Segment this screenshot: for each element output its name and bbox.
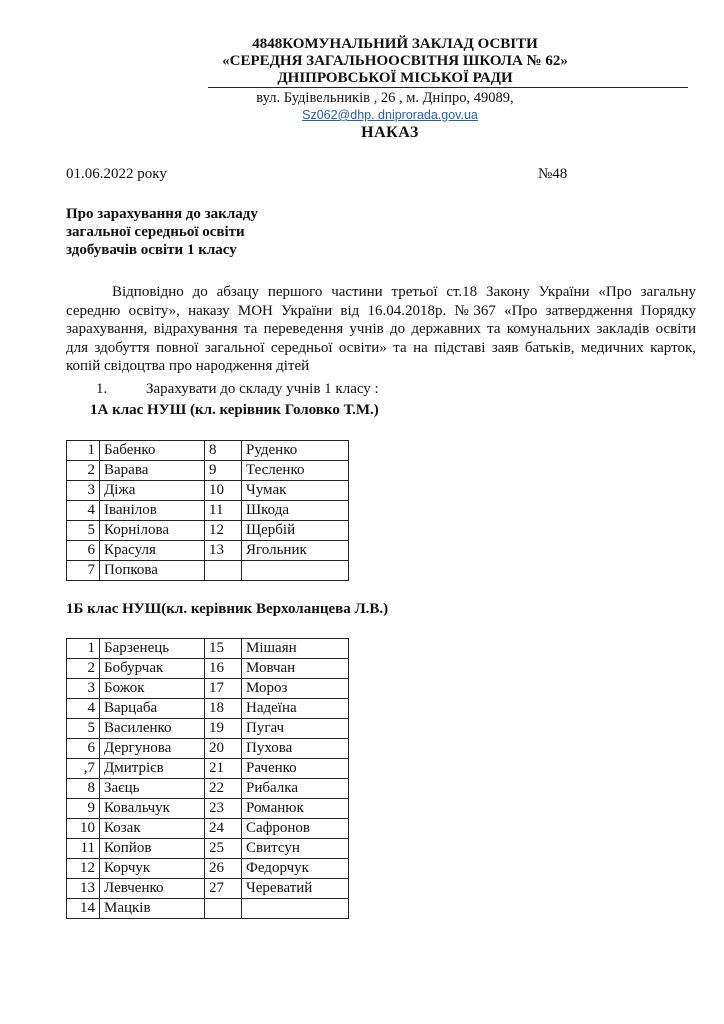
table-row: [67, 679, 349, 699]
class-a-title: 1А клас НУШ (кл. керівник Головко Т.М.): [90, 402, 379, 418]
student-name-left: Попкова: [100, 561, 205, 581]
row-number-left: 12: [67, 859, 100, 879]
order-number: №48: [538, 166, 568, 182]
table-row: [67, 639, 349, 659]
student-name-right: Шкода: [242, 501, 349, 521]
student-name-right: Череватий: [242, 879, 349, 899]
row-number-right: 11: [205, 501, 242, 521]
student-name-left: Мацків: [100, 899, 205, 919]
table-row: [67, 521, 349, 541]
table-row: [67, 659, 349, 679]
row-number-right: 25: [205, 839, 242, 859]
student-name-left: Діжа: [100, 481, 205, 501]
row-number-left: 11: [67, 839, 100, 859]
enroll-item: [96, 381, 379, 398]
student-name-left: Козак: [100, 819, 205, 839]
student-name-right: Руденко: [242, 441, 349, 461]
student-name-left: Бабенко: [100, 441, 205, 461]
row-number-right: 23: [205, 799, 242, 819]
row-number-left: 13: [67, 879, 100, 899]
student-name-left: Левченко: [100, 879, 205, 899]
student-name-right: Мовчан: [242, 659, 349, 679]
student-name-left: Василенко: [100, 719, 205, 739]
row-number-left: 9: [67, 799, 100, 819]
table-row: [67, 899, 349, 919]
row-number-right: 21: [205, 759, 242, 779]
student-name-right: Сафронов: [242, 819, 349, 839]
row-number-right: 22: [205, 779, 242, 799]
school-email-link[interactable]: Sz062@dhp. dniprorada.gov.ua: [302, 108, 478, 122]
table-row: [67, 859, 349, 879]
row-number-right: 17: [205, 679, 242, 699]
student-name-right: [242, 561, 349, 581]
student-name-left: Божок: [100, 679, 205, 699]
student-name-left: Корнілова: [100, 521, 205, 541]
class-b-roster-table: [66, 638, 349, 919]
enroll-item-number: 1.: [96, 381, 108, 397]
header-divider: [208, 87, 688, 88]
row-number-right: 9: [205, 461, 242, 481]
row-number-left: 8: [67, 779, 100, 799]
subject-line2: загальної середньої освіти: [66, 224, 245, 240]
table-row: [67, 779, 349, 799]
row-number-right: 10: [205, 481, 242, 501]
row-number-right: [205, 899, 242, 919]
row-number-right: 19: [205, 719, 242, 739]
student-name-right: Раченко: [242, 759, 349, 779]
row-number-right: 24: [205, 819, 242, 839]
order-date: 01.06.2022 року: [66, 166, 167, 182]
student-name-right: Рибалка: [242, 779, 349, 799]
student-name-right: Пугач: [242, 719, 349, 739]
row-number-left: 5: [67, 719, 100, 739]
student-name-left: Дмитрієв: [100, 759, 205, 779]
subject-line1: Про зарахування до закладу: [66, 206, 258, 222]
table-row: [67, 839, 349, 859]
table-row: [67, 699, 349, 719]
order-body-paragraph: [66, 283, 696, 376]
table-row: [67, 501, 349, 521]
row-number-left: 5: [67, 521, 100, 541]
order-body-text: Відповідно до абзацу першого частини третьої ст.18 Закону України «Про загальну середню освіту», наказу МОН України від 16.04.2018р. №367 «Про затвердження Порядку зарахування, відрахування та переведення учнів до державних та комунальних закладів освіти для здобуття повної загальної середньої освіти» та на підставі заяв батьків, медичних карток, копій свідоцтва про народження дітей: [66, 284, 696, 375]
row-number-right: 15: [205, 639, 242, 659]
row-number-left: ,7: [67, 759, 100, 779]
student-name-left: Бобурчак: [100, 659, 205, 679]
student-name-left: Варцаба: [100, 699, 205, 719]
student-name-right: Мішаян: [242, 639, 349, 659]
row-number-left: 1: [67, 639, 100, 659]
student-name-left: Заєць: [100, 779, 205, 799]
student-name-right: Свитсун: [242, 839, 349, 859]
row-number-right: [205, 561, 242, 581]
order-subject: [66, 205, 258, 259]
table-row: [67, 739, 349, 759]
student-name-left: Варава: [100, 461, 205, 481]
school-name-line3: ДНІПРОВСЬКОЇ МІСЬКОЇ РАДИ: [277, 70, 513, 86]
table-row: [67, 879, 349, 899]
row-number-left: 3: [67, 481, 100, 501]
table-row: [67, 759, 349, 779]
table-row: [67, 819, 349, 839]
student-name-right: Романюк: [242, 799, 349, 819]
table-row: [67, 481, 349, 501]
student-name-right: Чумак: [242, 481, 349, 501]
class-b-title: 1Б клас НУШ(кл. керівник Верхоланцева Л.В.): [66, 601, 389, 617]
row-number-left: 4: [67, 501, 100, 521]
student-name-right: Надеїна: [242, 699, 349, 719]
table-row: [67, 719, 349, 739]
subject-line3: здобувачів освіти 1 класу: [66, 242, 237, 258]
table-row: [67, 561, 349, 581]
student-name-right: Ягольник: [242, 541, 349, 561]
row-number-right: 8: [205, 441, 242, 461]
student-name-right: Щербій: [242, 521, 349, 541]
enroll-item-text: Зарахувати до складу учнів 1 класу :: [146, 381, 379, 397]
row-number-left: 6: [67, 541, 100, 561]
row-number-right: 12: [205, 521, 242, 541]
row-number-left: 2: [67, 659, 100, 679]
class-a-roster-table: [66, 440, 349, 581]
student-name-right: Мороз: [242, 679, 349, 699]
row-number-left: 10: [67, 819, 100, 839]
student-name-left: Ковальчук: [100, 799, 205, 819]
row-number-left: 6: [67, 739, 100, 759]
student-name-left: Красуля: [100, 541, 205, 561]
row-number-right: 16: [205, 659, 242, 679]
student-name-right: Федорчук: [242, 859, 349, 879]
school-name-line2: «СЕРЕДНЯ ЗАГАЛЬНООСВІТНЯ ШКОЛА № 62»: [222, 53, 568, 69]
row-number-right: 27: [205, 879, 242, 899]
table-row: [67, 541, 349, 561]
document-title: НАКАЗ: [361, 124, 419, 141]
row-number-right: 26: [205, 859, 242, 879]
row-number-right: 13: [205, 541, 242, 561]
table-row: [67, 441, 349, 461]
student-name-left: Барзенець: [100, 639, 205, 659]
student-name-right: Тесленко: [242, 461, 349, 481]
student-name-left: Дергунова: [100, 739, 205, 759]
student-name-left: Іванілов: [100, 501, 205, 521]
student-name-right: Пухова: [242, 739, 349, 759]
row-number-left: 2: [67, 461, 100, 481]
student-name-left: Корчук: [100, 859, 205, 879]
student-name-right: [242, 899, 349, 919]
row-number-right: 18: [205, 699, 242, 719]
row-number-left: 1: [67, 441, 100, 461]
row-number-left: 4: [67, 699, 100, 719]
school-name-line1: 4848КОМУНАЛЬНИЙ ЗАКЛАД ОСВІТИ: [252, 36, 538, 52]
row-number-right: 20: [205, 739, 242, 759]
table-row: [67, 799, 349, 819]
row-number-left: 7: [67, 561, 100, 581]
table-row: [67, 461, 349, 481]
student-name-left: Копйов: [100, 839, 205, 859]
school-address: вул. Будівельників , 26 , м. Дніпро, 49089,: [256, 90, 514, 106]
row-number-left: 3: [67, 679, 100, 699]
row-number-left: 14: [67, 899, 100, 919]
